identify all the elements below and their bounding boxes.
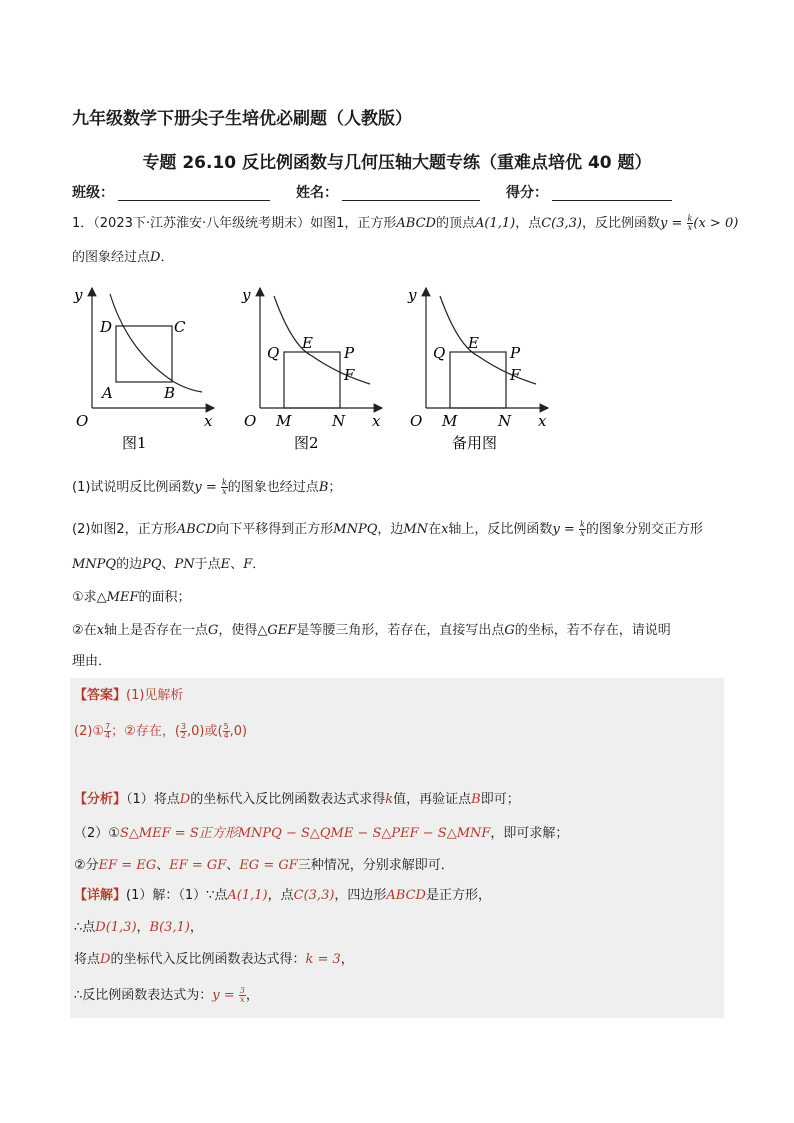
label-b: B — [164, 384, 176, 402]
domain: (x > 0) — [693, 216, 739, 231]
figure-2 — [241, 286, 382, 452]
fraction-k-over-x — [221, 479, 228, 496]
detail-text: 的坐标代入反比例函数表达式得： — [110, 952, 306, 967]
name-blank — [342, 200, 480, 201]
class-label: 班级： — [72, 185, 114, 201]
fraction-3-over-2 — [180, 723, 187, 740]
class-blank — [118, 200, 270, 201]
part-text: 轴上，反比例函数 — [448, 522, 553, 537]
part-text: ，边 — [377, 522, 404, 537]
hyperbola-curve — [110, 294, 202, 392]
detail-text: ， — [136, 920, 150, 935]
detail-text: ， — [189, 920, 203, 935]
analysis-text: 、 — [226, 858, 240, 873]
frac-num: 7 — [105, 722, 111, 731]
analysis-line2 — [74, 824, 568, 844]
analysis-text: （1）将点 — [126, 792, 180, 807]
square-abcd: ABCD — [176, 522, 217, 537]
figure-spare — [407, 286, 548, 452]
detail-text: ，点 — [267, 888, 294, 903]
detail-line3 — [74, 950, 354, 970]
caption-figure-1: 图1 — [122, 434, 147, 452]
score-label: 得分： — [506, 185, 548, 201]
label-p: P — [344, 344, 355, 362]
square-mnpq-shape — [450, 352, 506, 408]
hyperbola-curve — [440, 296, 536, 384]
label-m: M — [276, 412, 292, 430]
label-n: N — [498, 412, 512, 430]
detail-line1 — [74, 886, 491, 906]
point-g-label: G — [504, 623, 515, 638]
question-stem-line1 — [72, 214, 738, 234]
label-y: y — [74, 286, 83, 304]
point-c: C(3,3) — [541, 216, 582, 231]
frac-den: 4 — [105, 731, 111, 740]
part-text: 于点 — [194, 557, 221, 572]
name-label: 姓名： — [296, 185, 338, 201]
x-var: x — [96, 623, 104, 638]
sub-question-2-line1 — [72, 621, 671, 641]
part-text: 向下平移得到正方形 — [216, 522, 334, 537]
frac-num: k — [687, 214, 693, 223]
analysis-line3 — [74, 856, 454, 876]
answer-tag: 【答案】 — [74, 688, 127, 703]
point-d-label: D — [150, 250, 161, 265]
y-equals: y = — [212, 988, 239, 1003]
point-e-label: E — [220, 557, 231, 572]
caption-figure-spare: 备用图 — [452, 434, 498, 452]
label-e: E — [468, 334, 479, 352]
y-equals: y = — [194, 480, 221, 495]
point-d-label: D — [179, 792, 191, 807]
analysis-text: （2）① — [74, 826, 120, 841]
detail-text: (1）解：（1）∵点 — [126, 888, 228, 903]
point-c: C(3,3) — [293, 888, 335, 903]
label-x: x — [538, 412, 547, 430]
answer-text: ,0) — [229, 724, 248, 739]
point-g-label: G — [208, 623, 219, 638]
analysis-line1 — [74, 790, 520, 810]
detail-text: ， — [340, 952, 354, 967]
figures — [66, 280, 566, 460]
part-text: 在 — [428, 522, 442, 537]
part-2-line2 — [72, 555, 265, 575]
part-text: ①求 — [72, 590, 97, 605]
label-a: A — [102, 384, 113, 402]
label-c: C — [174, 318, 186, 336]
part-text: 的图象也经过点 — [227, 480, 319, 495]
hyperbola-curve — [274, 296, 370, 384]
frac-num: 5 — [223, 722, 229, 731]
fraction-k-over-x — [579, 521, 586, 538]
question-stem-line2 — [72, 248, 173, 268]
point-d-label: D — [100, 952, 111, 967]
book-title: 九年级数学下册尖子生培优必刷题（人教版） — [72, 109, 412, 129]
point-b-label: B — [318, 480, 329, 495]
label-m: M — [442, 412, 458, 430]
part-text: 的面积； — [138, 590, 191, 605]
label-x: x — [372, 412, 381, 430]
label-q: Q — [267, 344, 280, 362]
stem-text: 的图象经过点 — [72, 250, 151, 265]
stem-text: ． — [160, 250, 174, 265]
analysis-text: 值，再验证点 — [393, 792, 472, 807]
y-equals: y = — [552, 522, 579, 537]
topic-title: 专题 26.10 反比例函数与几何压轴大题专练（重难点培优 40 题） — [142, 153, 652, 173]
frac-num: k — [221, 478, 227, 487]
part-text: 的坐标，若不存在，请说明 — [514, 623, 671, 638]
area-formula: S△MEF = S正方形MNPQ − S△QME − S△PEF − S△MNF — [119, 826, 491, 841]
square-abcd-shape — [116, 326, 172, 382]
part-1 — [72, 478, 341, 498]
frac-num: 3 — [239, 986, 245, 995]
detail-text: 将点 — [74, 952, 101, 967]
label-f: F — [344, 366, 355, 384]
question-source: （2023下·江苏淮安·八年级统考期末） — [93, 216, 311, 231]
point-d: D(1,3) — [95, 920, 137, 935]
detail-text: 是正方形， — [425, 888, 491, 903]
answer-text: (2)① — [74, 724, 105, 739]
square-abcd: ABCD — [396, 216, 436, 231]
detail-tag: 【详解】 — [74, 888, 127, 903]
part-text: 理由． — [72, 654, 112, 669]
frac-den: x — [222, 487, 227, 496]
detail-text: ，四边形 — [334, 888, 387, 903]
part-text: ，使得 — [218, 623, 258, 638]
analysis-text: ，即可求解； — [490, 826, 569, 841]
answer-text: (1)见解析 — [126, 688, 184, 703]
part-text: 、 — [230, 557, 244, 572]
analysis-text: 、 — [156, 858, 170, 873]
answer-line1 — [74, 686, 183, 706]
case-eg-gf: EG = GF — [239, 858, 298, 873]
label-f: F — [510, 366, 521, 384]
analysis-tag: 【分析】 — [74, 792, 127, 807]
label-n: N — [332, 412, 346, 430]
case-ef-eg: EF = EG — [98, 858, 157, 873]
detail-text: ∴反比例函数表达式为： — [74, 988, 213, 1003]
triangle-mef: △MEF — [96, 590, 139, 605]
detail-line2 — [74, 918, 203, 938]
square-abcd: ABCD — [386, 888, 426, 903]
answer-text: ；②存在，( — [111, 724, 180, 739]
fraction-5-over-4 — [223, 723, 230, 740]
part-text: 、 — [161, 557, 175, 572]
square-mnpq: MNPQ — [333, 522, 378, 537]
label-q: Q — [433, 344, 446, 362]
fraction-3-over-x — [239, 987, 246, 1004]
stem-text: ，点 — [515, 216, 542, 231]
part-text: 是等腰三角形，若存在，直接写出点 — [296, 623, 505, 638]
label-x: x — [204, 412, 213, 430]
analysis-text: ②分 — [74, 858, 99, 873]
analysis-text: 的坐标代入反比例函数表达式求得 — [190, 792, 386, 807]
detail-line4 — [74, 986, 259, 1006]
answer-line2 — [74, 722, 247, 742]
square-mnpq: MNPQ — [72, 557, 117, 572]
frac-den: x — [687, 223, 693, 232]
label-o: O — [244, 412, 257, 430]
caption-figure-2: 图2 — [294, 434, 319, 452]
label-e: E — [302, 334, 313, 352]
analysis-text: 即可； — [480, 792, 520, 807]
label-y: y — [242, 286, 251, 304]
k-value: k = 3 — [305, 952, 341, 967]
x-var: x — [441, 522, 449, 537]
label-p: P — [510, 344, 521, 362]
label-d: D — [100, 318, 113, 336]
part-text: 的边 — [116, 557, 143, 572]
frac-den: 4 — [223, 731, 229, 740]
part-text: (1)试说明反比例函数 — [72, 480, 195, 495]
point-b-label: B — [471, 792, 481, 807]
side-mn: MN — [403, 522, 429, 537]
y-equals: y = — [660, 216, 687, 231]
part-text: 的图象分别交正方形 — [585, 522, 703, 537]
detail-text: ∴点 — [74, 920, 96, 935]
score-blank — [552, 200, 672, 201]
label-o: O — [76, 412, 89, 430]
label-y: y — [408, 286, 417, 304]
part-text: ； — [328, 480, 342, 495]
point-a: A(1,1) — [475, 216, 516, 231]
frac-den: x — [580, 529, 585, 538]
part-2-line1 — [72, 520, 703, 540]
part-text: ②在 — [72, 623, 97, 638]
triangle-gef: △GEF — [257, 623, 297, 638]
side-pn: PN — [174, 557, 195, 572]
analysis-text: 三种情况，分别求解即可． — [297, 858, 454, 873]
detail-text: ， — [245, 988, 259, 1003]
part-text: 轴上是否存在一点 — [104, 623, 209, 638]
k-var: k — [385, 792, 394, 807]
frac-den: 2 — [180, 731, 186, 740]
square-mnpq-shape — [284, 352, 340, 408]
figure-1 — [73, 286, 214, 452]
frac-den: x — [240, 995, 245, 1004]
stem-text: 的顶点 — [435, 216, 475, 231]
point-b: B(3,1) — [149, 920, 190, 935]
side-pq: PQ — [142, 557, 162, 572]
part-text: ． — [252, 557, 266, 572]
point-f-label: F — [243, 557, 253, 572]
part-text: (2)如图2，正方形 — [72, 522, 177, 537]
sub-question-2-line2 — [72, 652, 111, 672]
point-a: A(1,1) — [227, 888, 268, 903]
frac-num: 3 — [180, 722, 186, 731]
stem-text: ，反比例函数 — [582, 216, 661, 231]
question-number: 1． — [72, 216, 94, 231]
answer-text: ,0)或( — [187, 724, 223, 739]
frac-num: k — [579, 520, 585, 529]
stem-text: 如图1，正方形 — [310, 216, 397, 231]
label-o: O — [410, 412, 423, 430]
case-ef-gf: EF = GF — [169, 858, 227, 873]
sub-question-1 — [72, 588, 191, 608]
